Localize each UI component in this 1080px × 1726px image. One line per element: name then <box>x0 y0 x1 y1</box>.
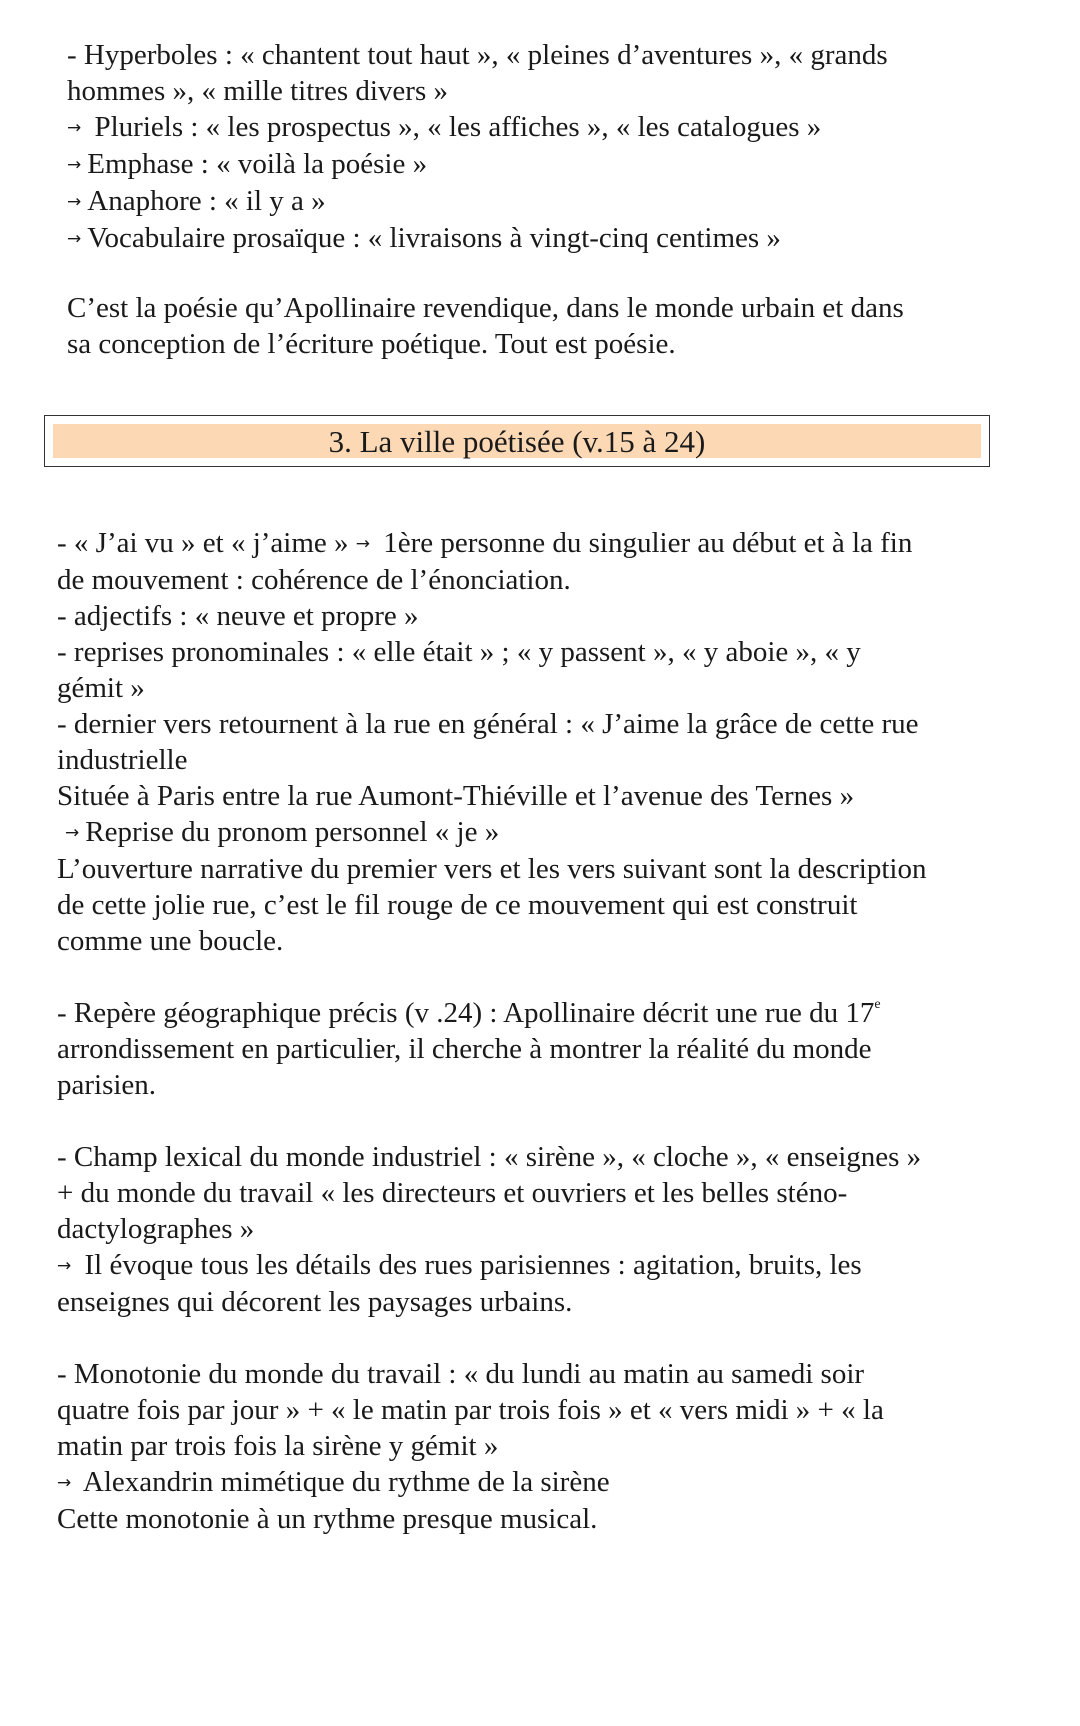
arrow-icon: → <box>67 118 82 138</box>
top-conclusion <box>67 290 1027 362</box>
text-line: - Champ lexical du monde industriel : « sirène », « cloche », « enseignes » <box>57 1141 922 1173</box>
arrow-item: → Alexandrin mimétique du rythme de la sirène <box>57 1464 1017 1501</box>
arrow-icon: → <box>67 229 82 249</box>
section-title: 3. La ville poétisée (v.15 à 24) <box>328 424 706 459</box>
arrow-icon: → <box>67 155 82 175</box>
text-line: industrielle <box>57 744 188 776</box>
text-line: - Hyperboles : « chantent tout haut », « pleines d’aventures », « grands <box>67 39 888 71</box>
text-line: dactylographes » <box>57 1213 255 1245</box>
text-line: quatre fois par jour » + « le matin par trois fois » et « vers midi » + « la <box>57 1394 884 1426</box>
text-line: - « J’ai vu » et « j’aime » → 1ère personne du singulier au début et à la fin <box>57 525 1017 562</box>
arrow-item: → Il évoque tous les détails des rues parisiennes : agitation, bruits, les <box>57 1247 1017 1284</box>
arrow-item: → Vocabulaire prosaïque : « livraisons à vingt-cinq centimes » <box>67 220 1027 257</box>
arrow-icon: → <box>65 823 80 843</box>
superscript: e <box>874 997 881 1012</box>
arrow-item: → Anaphore : « il y a » <box>67 183 1027 220</box>
arrow-icon: → <box>57 1256 72 1276</box>
arrow-item: → Pluriels : « les prospectus », « les affiches », « les catalogues » <box>67 109 1027 146</box>
arrow-icon: → <box>57 1473 72 1493</box>
arrow-item: → Emphase : « voilà la poésie » <box>67 146 1027 183</box>
text-line: - dernier vers retournent à la rue en général : « J’aime la grâce de cette rue <box>57 708 919 740</box>
text-line: gémit » <box>57 672 145 704</box>
text-line: arrondissement en particulier, il cherche à montrer la réalité du monde <box>57 1033 872 1065</box>
text-line: parisien. <box>57 1069 157 1101</box>
text-line: matin par trois fois la sirène y gémit » <box>57 1430 499 1462</box>
text-line: de cette jolie rue, c’est le fil rouge de ce mouvement qui est construit <box>57 889 858 921</box>
text-line: Située à Paris entre la rue Aumont-Thiéville et l’avenue des Ternes » <box>57 780 855 812</box>
text-line: - reprises pronominales : « elle était » ; « y passent », « y aboie », « y <box>57 636 861 668</box>
text-line: de mouvement : cohérence de l’énonciation. <box>57 564 571 596</box>
text-line: - Repère géographique précis (v .24) : Apollinaire décrit une rue du 17e <box>57 997 881 1029</box>
arrow-icon: → <box>355 534 371 554</box>
text-line: sa conception de l’écriture poétique. Tout est poésie. <box>67 328 676 360</box>
text-line: hommes », « mille titres divers » <box>67 75 448 107</box>
text-line: - Monotonie du monde du travail : « du lundi au matin au samedi soir <box>57 1358 865 1390</box>
text-line: Cette monotonie à un rythme presque musical. <box>57 1503 598 1535</box>
text-line: enseignes qui décorent les paysages urbains. <box>57 1286 573 1318</box>
arrow-icon: → <box>67 192 82 212</box>
text-line: C’est la poésie qu’Apollinaire revendique, dans le monde urbain et dans <box>67 292 904 324</box>
text-line: - adjectifs : « neuve et propre » <box>57 600 419 632</box>
section-header <box>44 415 990 467</box>
text-line: L’ouverture narrative du premier vers et les vers suivant sont la description <box>57 853 927 885</box>
arrow-item: → Reprise du pronom personnel « je » <box>57 814 1017 851</box>
text-line: + du monde du travail « les directeurs et ouvriers et les belles sténo- <box>57 1177 848 1209</box>
main-section <box>57 525 1017 1537</box>
text-line: comme une boucle. <box>57 925 284 957</box>
top-section <box>67 37 1027 257</box>
